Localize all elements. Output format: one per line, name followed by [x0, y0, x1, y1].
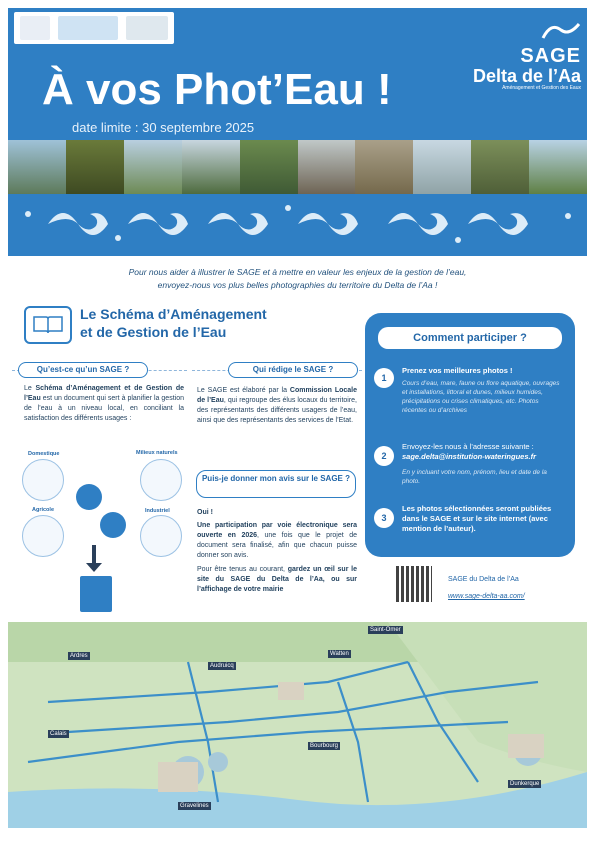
participate-heading: Comment participer ?	[378, 327, 562, 349]
qr-code[interactable]	[396, 566, 432, 602]
map-label-calais: Calais	[50, 731, 67, 737]
photo-bird	[240, 140, 298, 194]
iiw-logo-icon	[126, 16, 168, 40]
map-label-saint-omer: Saint-Omer	[370, 627, 401, 633]
map-label-bourbourg: Bourbourg	[310, 743, 339, 749]
step-3	[402, 504, 557, 534]
sage-section-title	[80, 305, 267, 341]
page-title: À vos Phot’Eau !	[42, 65, 392, 114]
step-3-title: Les photos sélectionnées seront publiées dans le SAGE et sur le site internet (avec mention de l’auteur).	[402, 504, 552, 533]
wave-ornament-icon	[8, 194, 587, 256]
logo-line-3: Aménagement et Gestion des Eaux	[502, 85, 581, 91]
what-heading: Qu’est-ce qu’un SAGE ?	[18, 362, 148, 378]
arrow-down-icon	[86, 563, 102, 572]
step-1-number: 1	[374, 368, 394, 388]
who-text	[197, 386, 357, 426]
label-industriel: Industriel	[145, 508, 170, 514]
territory-map	[8, 622, 587, 828]
what-text-end: est un document qui sert à planifier la gestion de l’eau à un niveau local, en conciliant la satisfaction des différents usages :	[24, 395, 184, 422]
photo-marsh	[8, 140, 66, 194]
sage-document-icon	[80, 576, 112, 612]
ornament-band	[8, 194, 587, 256]
factory-icon	[140, 515, 182, 557]
label-domestique: Domestique	[28, 451, 60, 457]
map-label-ardres: Ardres	[70, 653, 88, 659]
step-1-title: Prenez vos meilleures photos !	[402, 366, 513, 375]
opinion-heading: Puis-je donner mon avis sur le SAGE ?	[196, 470, 356, 498]
step-2-title: Envoyez-les nous à l’adresse suivante :	[402, 442, 534, 451]
photo-dragonfly	[66, 140, 124, 194]
logo-line-1: SAGE	[520, 45, 581, 67]
opinion-end: , une fois que le projet de document sera finalisé, afin que chacun puisse donner son avis.	[197, 532, 357, 559]
nature-icon	[140, 459, 182, 501]
photo-trees	[182, 140, 240, 194]
deadline: date limite : 30 septembre 2025	[72, 120, 255, 135]
what-text-bold: Schéma d’Aménagement et de Gestion de l’Eau	[24, 385, 184, 402]
logo-line-2: Delta de l’Aa	[472, 66, 581, 86]
step-1	[402, 366, 562, 415]
opinion-oui: Oui !	[197, 509, 213, 516]
photo-dunes	[355, 140, 413, 194]
photo-wetland	[529, 140, 587, 194]
photo-heron	[413, 140, 471, 194]
step-3-number: 3	[374, 508, 394, 528]
sage-title-line-1: Le Schéma d’Aménagement	[80, 306, 267, 322]
opinion-p2-bold: gardez un œil sur le site du SAGE du Delta de l’Aa, ou sur l’affichage de votre mairie	[197, 566, 357, 593]
site-name: SAGE du Delta de l’Aa	[448, 576, 519, 583]
opinion-p2: Pour être tenus au courant,	[197, 566, 285, 573]
person-icon	[76, 484, 102, 510]
label-agricole: Agricole	[32, 507, 55, 513]
step-1-detail: Cours d’eau, mare, faune ou flore aquatique, ouvrages et installations, littoral et dunes, milieux humides, précipitations ou crises climatiques, etc. Photos récentes ou d’archives	[402, 380, 560, 414]
step-2-number: 2	[374, 446, 394, 466]
who-text-bold: Commission Locale de l’Eau	[197, 387, 357, 404]
opinion-text	[197, 508, 357, 595]
who-text-end: , qui regroupe des élus locaux du territoire, des représentants des différents usagers de l’eau, ainsi que des représentants des services de l’Etat.	[197, 397, 358, 424]
site-link[interactable]: www.sage-delta-aa.com/	[448, 593, 525, 600]
photo-town-canal	[298, 140, 356, 194]
wave-logo-icon	[541, 22, 581, 40]
crop-icon	[22, 515, 64, 557]
intro-line-2: envoyez-nous vos plus belles photographies du territoire du Delta de l’Aa !	[157, 280, 438, 290]
what-text	[24, 384, 184, 424]
tap-icon	[22, 459, 64, 501]
who-text-start: Le SAGE est élaboré par la	[197, 387, 287, 394]
book-icon	[24, 306, 72, 344]
sage-title-line-2: et de Gestion de l’Eau	[80, 324, 227, 340]
photo-sluice	[471, 140, 529, 194]
partner-logos	[14, 12, 174, 44]
photo-strip	[8, 140, 587, 194]
label-milieux: Milieux naturels	[136, 450, 178, 456]
who-heading: Qui rédige le SAGE ?	[228, 362, 358, 378]
map-label-dunkerque: Dunkerque	[510, 781, 540, 787]
person-icon	[100, 512, 126, 538]
photo-canal	[124, 140, 182, 194]
sage-logo	[451, 22, 581, 91]
map-label-gravelines: Gravelines	[180, 803, 209, 809]
agence-eau-logo-icon	[58, 16, 118, 40]
what-text-start: Le	[24, 385, 32, 392]
map-illustration	[8, 622, 587, 828]
arrow-shaft	[92, 545, 96, 565]
intro-text	[40, 266, 555, 292]
step-2-detail: En y incluant votre nom, prénom, lieu et date de la photo.	[402, 469, 547, 485]
intro-line-1: Pour nous aider à illustrer le SAGE et à mettre en valeur les enjeux de la gestion de l’eau,	[128, 267, 467, 277]
opinion-bold: Une participation par voie électronique sera ouverte en 2026	[197, 522, 357, 539]
republique-logo-icon	[20, 16, 50, 40]
step-2	[402, 442, 562, 486]
map-label-audruicq: Audruicq	[210, 663, 234, 669]
email-link[interactable]: sage.delta@institution-wateringues.fr	[402, 452, 536, 461]
map-label-watten: Watten	[330, 651, 349, 657]
